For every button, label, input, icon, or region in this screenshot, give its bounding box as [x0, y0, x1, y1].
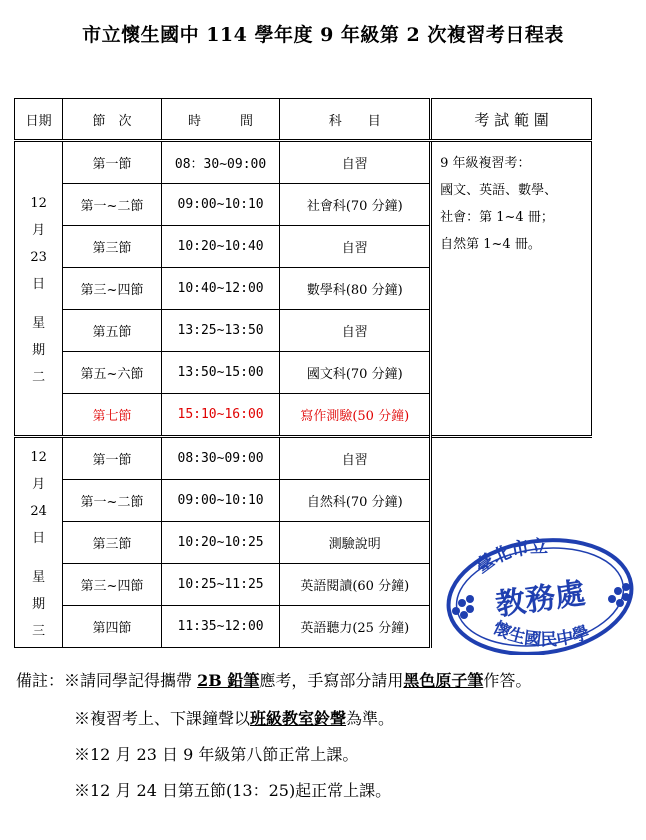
table-row — [15, 437, 592, 480]
subject-cell: 寫作測驗(50 分鐘) — [280, 394, 431, 437]
table-row — [15, 141, 592, 184]
day1-weekday-1: 星 — [32, 316, 46, 331]
time-cell: 10:25~11:25 — [161, 564, 280, 606]
subject-cell: 測驗說明 — [280, 522, 431, 564]
period-cell: 第三~四節 — [63, 564, 162, 606]
note-2 — [74, 706, 394, 729]
time-cell: 09:00~10:10 — [161, 480, 280, 522]
period-cell: 第三~四節 — [63, 268, 162, 310]
time-cell: 13:25~13:50 — [161, 310, 280, 352]
time-cell: 13:50~15:00 — [161, 352, 280, 394]
header-period: 節 次 — [63, 99, 162, 141]
subject-cell: 自習 — [280, 226, 431, 268]
day1-date-cell — [15, 141, 63, 437]
day2-month-num: 12 — [30, 450, 47, 465]
period-cell: 第七節 — [63, 394, 162, 437]
note-text: 應考，手寫部分請用 — [259, 671, 404, 690]
note-3: ※12 月 23 日 9 年級第八節正常上課。 — [74, 745, 359, 764]
day2-month-char: 月 — [32, 477, 46, 492]
period-cell: 第三節 — [63, 522, 162, 564]
subject-cell: 英語閱讀(60 分鐘) — [280, 564, 431, 606]
period-cell: 第三節 — [63, 226, 162, 268]
day1-day-num: 23 — [30, 250, 47, 265]
subject-cell: 國文科(70 分鐘) — [280, 352, 431, 394]
header-time: 時 間 — [161, 99, 280, 141]
time-cell: 10:40~12:00 — [161, 268, 280, 310]
period-cell: 第五節 — [63, 310, 162, 352]
stamp-center-text: 教務處 — [493, 575, 588, 624]
note-text: ※複習考上、下課鐘聲以 — [74, 709, 251, 728]
subject-cell: 社會科(70 分鐘) — [280, 184, 431, 226]
notes-label: 備註： — [16, 671, 65, 690]
time-cell: 08:30~09:00 — [161, 437, 280, 480]
note-emphasis: 黑色原子筆 — [403, 671, 484, 690]
note-text: ※請同學記得攜帶 — [64, 671, 198, 690]
time-cell: 08：30~09:00 — [161, 141, 280, 184]
time-cell: 09:00~10:10 — [161, 184, 280, 226]
time-cell: 11:35~12:00 — [161, 606, 280, 648]
period-cell: 第一~二節 — [63, 184, 162, 226]
day1-day-char: 日 — [32, 277, 46, 292]
header-subject: 科 目 — [280, 99, 431, 141]
day1-month-num: 12 — [30, 196, 47, 211]
header-date: 日期 — [15, 99, 63, 141]
subject-cell: 自然科(70 分鐘) — [280, 480, 431, 522]
day1-weekday-3: 二 — [32, 370, 46, 385]
stamp-top-text: 臺北市立 — [471, 536, 549, 578]
subject-cell: 英語聽力(25 分鐘) — [280, 606, 431, 648]
period-cell: 第一節 — [63, 437, 162, 480]
day2-date-cell — [15, 437, 63, 648]
day2-day-num: 24 — [30, 504, 47, 519]
svg-text:臺北市立 — [471, 535, 548, 578]
day2-weekday-2: 期 — [32, 597, 46, 612]
scope-line: 自然第 1~4 冊。 — [440, 237, 541, 252]
stamp-bottom-text: 懷生國民中學 — [489, 617, 593, 651]
day2-weekday-3: 三 — [32, 624, 46, 639]
page-title: 市立懷生國中 114 學年度 9 年級第 2 次複習考日程表 — [82, 24, 564, 46]
period-cell: 第一節 — [63, 141, 162, 184]
scope-line: 國文、英語、數學、 — [440, 183, 558, 198]
note-emphasis: 班級教室鈴聲 — [250, 709, 347, 728]
note-text: 作答。 — [483, 671, 532, 690]
school-seal-stamp — [440, 525, 640, 655]
subject-cell: 自習 — [280, 437, 431, 480]
note-emphasis: 2B 鉛筆 — [197, 671, 260, 690]
subject-cell: 自習 — [280, 310, 431, 352]
header-scope: 考 試 範 圍 — [431, 99, 592, 141]
scope-line: 9 年級複習考： — [440, 156, 531, 171]
table-header-row — [15, 99, 592, 141]
note-1 — [16, 668, 531, 691]
scope-cell — [431, 141, 592, 437]
subject-cell: 數學科(80 分鐘) — [280, 268, 431, 310]
period-cell: 第五~六節 — [63, 352, 162, 394]
scope-line: 社會：第 1~4 冊； — [440, 210, 554, 225]
subject-cell: 自習 — [280, 141, 431, 184]
time-cell: 10:20~10:25 — [161, 522, 280, 564]
period-cell: 第一~二節 — [63, 480, 162, 522]
day1-month-char: 月 — [32, 223, 46, 238]
time-cell: 10:20~10:40 — [161, 226, 280, 268]
day2-day-char: 日 — [32, 531, 46, 546]
period-cell: 第四節 — [63, 606, 162, 648]
plum-flower-icon — [452, 595, 474, 619]
svg-text:懷生國民中學 — [489, 617, 592, 651]
time-cell: 15:10~16:00 — [161, 394, 280, 437]
note-4: ※12 月 24 日第五節(13：25)起正常上課。 — [74, 781, 392, 800]
day2-weekday-1: 星 — [32, 570, 46, 585]
note-text: 為準。 — [346, 709, 395, 728]
day1-weekday-2: 期 — [32, 343, 46, 358]
